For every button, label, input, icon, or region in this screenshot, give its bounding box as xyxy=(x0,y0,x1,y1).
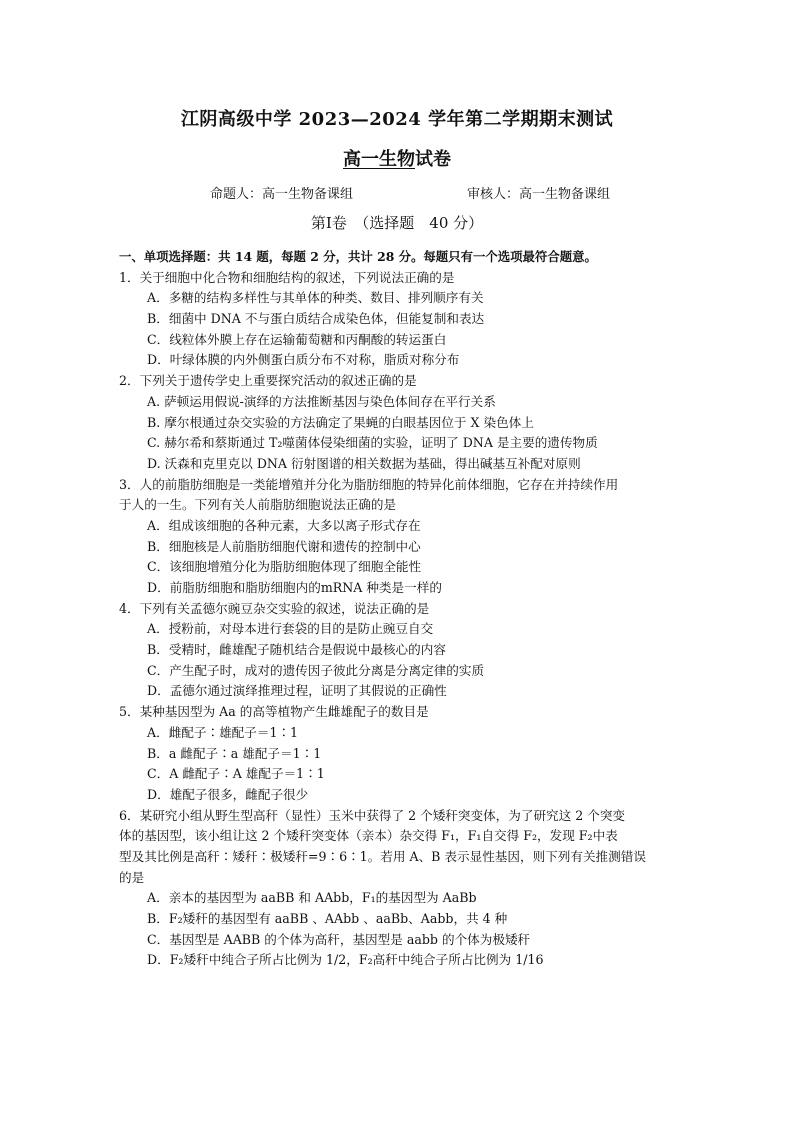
exam-title: 江阴高级中学 2023—2024 学年第二学期期末测试 xyxy=(180,109,614,130)
question-3-option-b: B．细胞核是人前脂肪细胞代谢和遗传的控制中心 xyxy=(147,538,421,554)
section-heading: 第Ⅰ卷 （选择题 40 分） xyxy=(310,214,484,232)
question-6-stem-line-4: 的是 xyxy=(119,869,145,885)
question-3-option-c: C．该细胞增殖分化为脂肪细胞体现了细胞全能性 xyxy=(147,559,422,575)
question-6-option-b: B．F₂矮秆的基因型有 aaBB 、AAbb 、aaBb、Aabb，共 4 种 xyxy=(147,911,508,926)
question-3-stem-line-2: 于人的一生。下列有关人前脂肪细胞说法正确的是 xyxy=(119,497,397,513)
question-1-stem: 1．关于细胞中化合物和细胞结构的叙述，下列说法正确的是 xyxy=(119,269,455,285)
question-3-stem-line-1: 3．人的前脂肪细胞是一类能增殖并分化为脂肪细胞的特异化前体细胞，它存在并持续作用 xyxy=(119,476,619,492)
question-1-option-b: B．细菌中 DNA 不与蛋白质结合成染色体，但能复制和表达 xyxy=(147,311,485,327)
question-3-option-d: D．前脂肪细胞和脂肪细胞内的mRNA 种类是一样的 xyxy=(147,580,442,595)
author: 命题人：高一生物备课组 xyxy=(210,187,354,202)
subject-name: 高一生物 xyxy=(343,149,415,170)
question-5-option-c: C．A 雌配子∶A 雄配子＝1∶1 xyxy=(147,766,325,782)
question-6-stem-line-3: 型及其比例是高秆∶矮秆∶极矮秆=9∶6∶1。若用 A、B 表示显性基因，则下列有关推测错误 xyxy=(119,848,646,864)
question-1-option-d: D．叶绿体膜的内外侧蛋白质分布不对称，脂质对称分布 xyxy=(147,352,460,368)
question-4-option-b: B．受精时，雌雄配子随机结合是假说中最核心的内容 xyxy=(147,642,446,658)
question-5-stem: 5．某种基因型为 Aa 的高等植物产生雌雄配子的数目是 xyxy=(119,704,429,720)
question-2-option-b: B. 摩尔根通过杂交实验的方法确定了果蝇的白眼基因位于 X 染色体上 xyxy=(147,414,534,430)
question-2-option-c: C. 赫尔希和蔡斯通过 T₂噬菌体侵染细菌的实验，证明了 DNA 是主要的遗传物质 xyxy=(147,435,598,451)
question-3-option-a: A．组成该细胞的各种元素，大多以离子形式存在 xyxy=(147,517,421,533)
part-heading: 一、单项选择题：共 14 题，每题 2 分，共计 28 分。每题只有一个选项最符合题意。 xyxy=(119,249,597,264)
question-5-option-a: A．雌配子∶雄配子＝1∶1 xyxy=(147,724,299,740)
question-5-option-b: B．a 雌配子∶a 雄配子＝1∶1 xyxy=(147,745,322,761)
author-line xyxy=(210,183,610,202)
exam-subtitle xyxy=(0,145,794,171)
question-2-stem: 2．下列关于遗传学史上重要探究活动的叙述正确的是 xyxy=(119,373,417,389)
question-2-option-d: D. 沃森和克里克以 DNA 衍射图谱的相关数据为基础，得出碱基互补配对原则 xyxy=(147,455,581,471)
question-6-option-c: C．基因型是 AABB 的个体为高秆，基因型是 aabb 的个体为极矮秆 xyxy=(147,931,531,947)
question-4-stem: 4．下列有关孟德尔豌豆杂交实验的叙述，说法正确的是 xyxy=(119,600,430,616)
question-2-option-a: A. 萨顿运用假说-演绎的方法推断基因与染色体间存在平行关系 xyxy=(147,393,496,409)
question-4-option-c: C．产生配子时，成对的遗传因子彼此分离是分离定律的实质 xyxy=(147,662,485,678)
question-6-option-a: A．亲本的基因型为 aaBB 和 AAbb，F₁的基因型为 AaBb xyxy=(147,890,477,906)
question-5-option-d: D．雄配子很多，雌配子很少 xyxy=(147,786,309,802)
subtitle-suffix: 试卷 xyxy=(415,149,451,170)
question-list xyxy=(119,247,679,971)
question-6-stem-line-1: 6．某研究小组从野生型高秆（显性）玉米中获得了 2 个矮秆突变体，为了研究这 2 个突变 xyxy=(119,807,626,823)
question-1-option-c: C．线粒体外膜上存在运输葡萄糖和丙酮酸的转运蛋白 xyxy=(147,331,447,347)
question-6-option-d: D．F₂矮秆中纯合子所占比例为 1/2，F₂高秆中纯合子所占比例为 1/16 xyxy=(147,952,544,968)
question-4-option-a: A．授粉前，对母本进行套袋的目的是防止豌豆自交 xyxy=(147,621,434,637)
question-4-option-d: D．孟德尔通过演绎推理过程，证明了其假说的正确性 xyxy=(147,683,447,699)
reviewer: 审核人：高一生物备课组 xyxy=(466,187,610,202)
question-1-option-a: A．多糖的结构多样性与其单体的种类、数目、排列顺序有关 xyxy=(147,290,484,306)
question-6-stem-line-2: 体的基因型，该小组让这 2 个矮秆突变体（亲本）杂交得 F₁，F₁自交得 F₂，发现 F₂中表 xyxy=(119,828,618,844)
